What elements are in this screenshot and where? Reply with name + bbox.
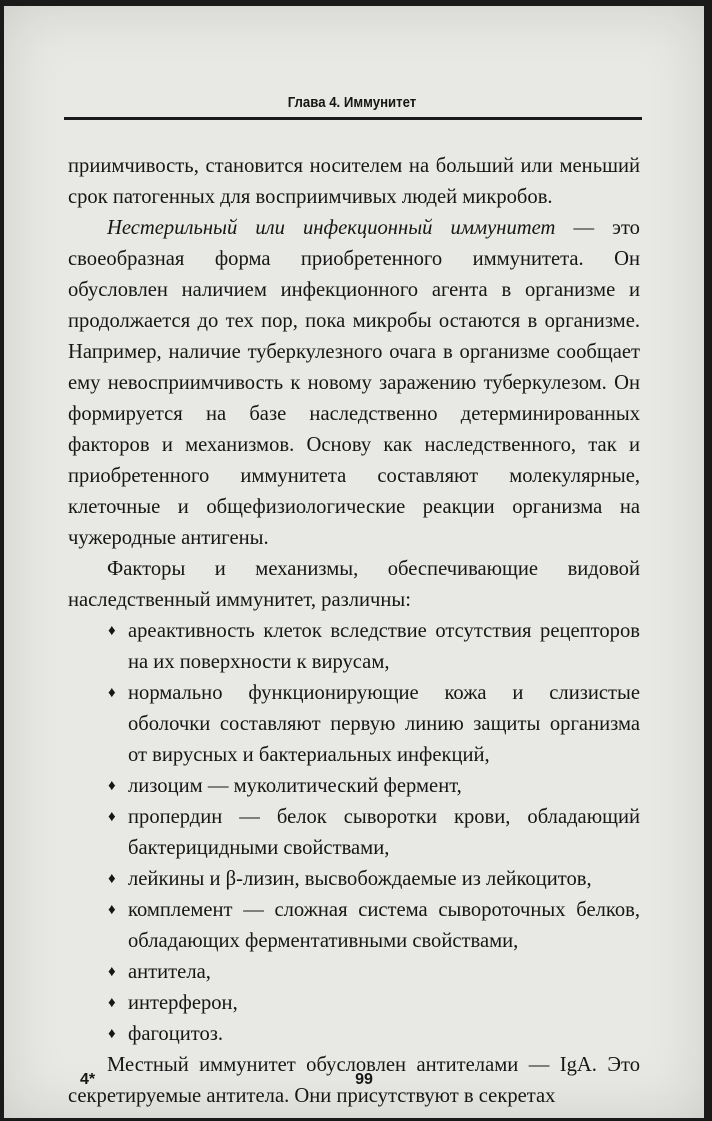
list-item: ♦ комплемент — сложная система сывороточных белков, обладающих ферментативными свойствами, — [68, 895, 640, 957]
list-item: ♦ фагоцитоз. — [68, 1019, 640, 1050]
list-item: ♦ пропердин — белок сыворотки крови, обладающий бактерицидными свойствами, — [68, 802, 640, 864]
signature-mark: 4* — [80, 1071, 96, 1088]
list-item: ♦ лизоцим — муколитический фермент, — [68, 771, 640, 802]
list-item: ♦ антитела, — [68, 957, 640, 988]
term-italic: Нестерильный или инфекционный иммунитет — [107, 217, 556, 239]
diamond-bullet-icon: ♦ — [108, 964, 116, 980]
list-item: ♦ нормально функционирующие кожа и слизистые оболочки составляют первую линию защиты организма от вирусных и бактериальных инфекций, — [68, 678, 640, 771]
paragraph-1: приимчивость, становится носителем на больший или меньший срок патогенных для восприимчивых людей микробов. — [68, 155, 640, 208]
diamond-bullet-icon: ♦ — [108, 1026, 116, 1042]
diamond-bullet-icon: ♦ — [108, 995, 116, 1011]
paragraph-2 — [68, 213, 640, 554]
page-number: 99 — [355, 1071, 373, 1088]
paragraph-4: Местный иммунитет обусловлен антителами — IgA. Это секретируемые антитела. Они присутствуют в секретах — [68, 1054, 640, 1107]
list-item: ♦ интерферон, — [68, 988, 640, 1019]
list-item: ♦ ареактивность клеток вследствие отсутствия рецепторов на их поверхности к вирусам, — [68, 616, 640, 678]
header-rule — [64, 117, 642, 120]
list-item: ♦ лейкины и β-лизин, высвобождаемые из лейкоцитов, — [68, 864, 640, 895]
diamond-bullet-icon: ♦ — [108, 809, 116, 825]
diamond-bullet-icon: ♦ — [108, 685, 116, 701]
body-text — [68, 151, 640, 1112]
running-head: Глава 4. Иммунитет — [287, 94, 417, 111]
paragraph-2-text: — это своеобразная форма приобретенного иммунитета. Он обусловлен наличием инфекционного агента в организме и продолжается до тех пор, пока микробы остаются в организме. Например, наличие туберкулезного очага в организме сообщает ему невосприимчивость к новому заражению туберкулезом. Он формируется на базе наследственно детерминированных факторов и механизмов. Основу как наследственного, так и приобретенного иммунитета составляют молекулярные, клеточные и общефизиологические реакции организма на чужеродные антигены. — [68, 217, 640, 549]
book-page — [4, 6, 704, 1118]
factor-list — [68, 616, 640, 1050]
diamond-bullet-icon: ♦ — [108, 871, 116, 887]
diamond-bullet-icon: ♦ — [108, 778, 116, 794]
paragraph-3: Факторы и механизмы, обеспечивающие видовой наследственный иммунитет, различны: — [68, 558, 640, 611]
diamond-bullet-icon: ♦ — [108, 623, 116, 639]
diamond-bullet-icon: ♦ — [108, 902, 116, 918]
